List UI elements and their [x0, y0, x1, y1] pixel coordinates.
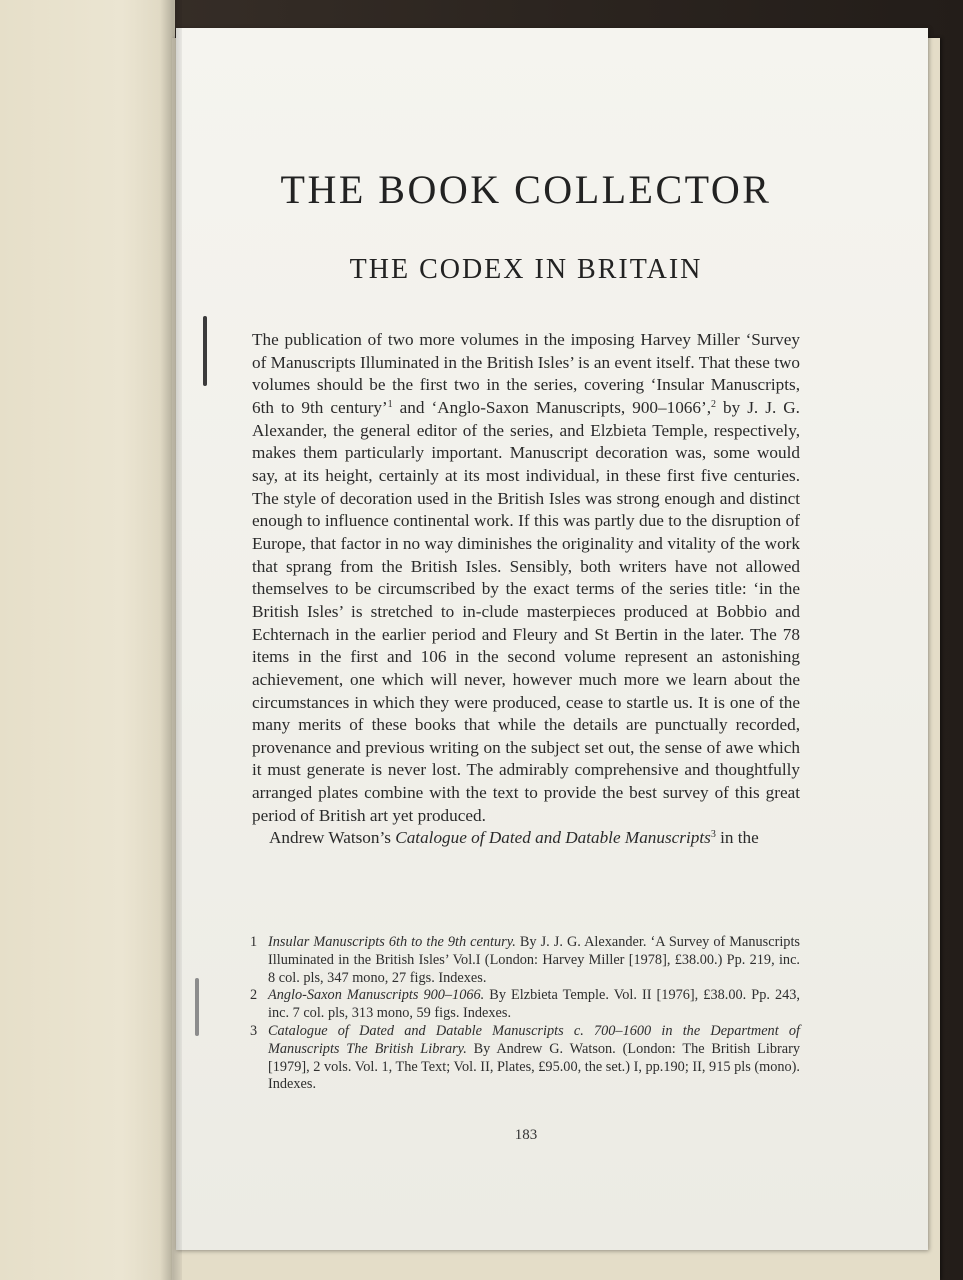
- footnote-title: Anglo-Saxon Manuscripts 900–1066.: [268, 987, 485, 1004]
- footnote-number: 3: [250, 1022, 258, 1039]
- footnote-title: Catalogue of Dated and Datable Manuscripts c. 700–1600 in the Department of Manuscripts The British Library.: [268, 1022, 800, 1057]
- staple-top: [203, 316, 207, 386]
- footnotes: [250, 934, 800, 1094]
- journal-title: THE BOOK COLLECTOR: [280, 167, 772, 212]
- page-number: 183: [514, 1127, 538, 1143]
- footnote-number: 1: [250, 934, 258, 950]
- footnote-text: By Andrew G. Watson. (London: The British Library [1979], 2 vols. Vol. 1, The Text; Vol. II, Plates, £95.00, the set.) I, pp.190; II, 915 pls (mono). Indexes.: [268, 1040, 800, 1093]
- cited-title: Catalogue of Dated and Datable Manuscripts: [395, 828, 711, 848]
- footnote: [250, 1023, 800, 1094]
- facing-blank-page: [0, 0, 175, 1280]
- footnote: [250, 987, 800, 1023]
- article-body: [252, 329, 800, 850]
- footnote-ref-3: 3: [710, 829, 716, 841]
- article-title: THE CODEX IN BRITAIN: [349, 254, 703, 285]
- staple-bottom: [195, 978, 199, 1036]
- spine-gutter-shadow: [160, 0, 182, 1280]
- footnote-text: By J. J. G. Alexander. ‘A Survey of Manuscripts Illuminated in the British Isles’ Vol.I (London: Harvey Miller [1978], £38.00.) Pp. 219, inc. 8 col. pls, 347 mono, 27 figs. Indexes.: [268, 934, 800, 986]
- footnote-text: By Elzbieta Temple. Vol. II [1976], £38.00. Pp. 243, inc. 7 col. pls, 313 mono, 59 figs. Indexes.: [268, 987, 801, 1022]
- paragraph-1: The publication of two more volumes in the imposing Harvey Miller ‘Survey of Manuscripts Illuminated in the British Isles’ is an event itself. That these two volumes should be the first two in the series, covering ‘Insular Manuscripts, 6th to 9th century’$^1$ and ‘Anglo-Saxon Manuscripts, 900–1066’,$^2$ by J. J. G. Alexander, the general editor of the series, and Elzbieta Temple, respectively, makes them particularly important. Manuscript decoration was, some would say, at its height, certainly at its most individual, in these first five centuries. The style of decoration used in the British Isles was strong enough and distinct enough to influence continental work. If this was partly due to the disruption of Europe, that factor in no way diminishes the originality and vitality of the work that sprang from the British Isles. Sensibly, both writers have not allowed themselves to be circumscribed by the exact terms of the series title: ‘in the British Isles’ is stretched to in-clude masterpieces produced at Bobbio and Echternach in the earlier period and Fleury and St Bertin in the later. The 78 items in the first and 106 in the second volume represent an astonishing achievement, one which will never, however much more we learn about the circumstances in which they were produced, cease to startle us. It is one of the many merits of these books that while the details are punctually recorded, provenance and previous writing on the subject set out, the sense of awe which it must generate is never lost. The admirably comprehensive and thoughtfully arranged plates combine with the text to provide the best survey of this great period of British art yet produced.: [252, 330, 800, 825]
- paragraph-2: Andrew Watson’s Catalogue of Dated and Datable Manuscripts$^3$ in the: [269, 828, 759, 848]
- footnote-title: Insular Manuscripts 6th to the 9th century.: [268, 934, 516, 950]
- footnote-number: 2: [250, 987, 258, 1004]
- footnote-ref-2: 2: [711, 398, 716, 410]
- footnote-ref-1: 1: [387, 398, 393, 410]
- footnote: [250, 934, 800, 987]
